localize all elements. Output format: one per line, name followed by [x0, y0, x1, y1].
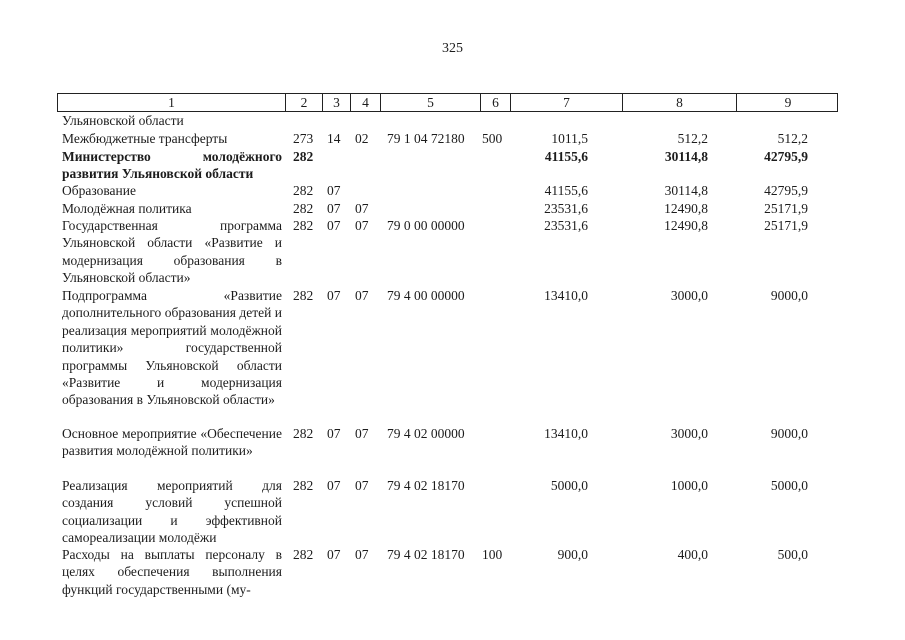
row-section-code: 07 [327, 547, 341, 562]
row-value-col8: 3000,0 [670, 288, 708, 303]
row-value-col7: 5000,0 [550, 478, 588, 493]
row-target-code: 79 4 02 00000 [387, 426, 465, 441]
row-value-col9: 9000,0 [770, 288, 808, 303]
row-name: Министерство молодёжного развития Ульяновской области [62, 149, 282, 182]
row-section-code: 14 [327, 131, 341, 146]
row-ministry-code: 282 [293, 288, 314, 303]
row-value-col8: 12490,8 [664, 201, 708, 216]
row-subsection-code: 07 [355, 288, 369, 303]
row-value-col8: 30114,8 [664, 183, 708, 198]
row-value-col7: 13410,0 [544, 288, 588, 303]
row-subsection-code: 07 [355, 478, 369, 493]
header-col-8: 8 [622, 94, 736, 111]
row-value-col7: 23531,6 [544, 218, 588, 233]
row-subsection-code: 07 [355, 218, 369, 233]
row-target-code: 79 4 02 18170 [387, 478, 465, 493]
row-value-col8: 1000,0 [670, 478, 708, 493]
header-col-2: 2 [285, 94, 322, 111]
row-subsection-code: 07 [355, 426, 369, 441]
row-expense-type: 500 [482, 131, 503, 146]
row-value-col9: 512,2 [777, 131, 808, 146]
header-col-5: 5 [380, 94, 480, 111]
page-number: 325 [442, 41, 463, 56]
row-target-code: 79 0 00 00000 [387, 218, 465, 233]
row-ministry-code: 282 [293, 218, 314, 233]
row-name: Расходы на выплаты персоналу в целях обеспечения выполнения функций государственными (му- [62, 547, 282, 597]
row-expense-type: 100 [482, 547, 503, 562]
row-name: Молодёжная политика [62, 201, 192, 216]
row-ministry-code: 273 [293, 131, 314, 146]
row-target-code: 79 4 00 00000 [387, 288, 465, 303]
header-col-3: 3 [322, 94, 350, 111]
row-section-code: 07 [327, 201, 341, 216]
row-value-col7: 13410,0 [544, 426, 588, 441]
row-value-col7: 23531,6 [544, 201, 588, 216]
row-ministry-code: 282 [293, 547, 314, 562]
row-value-col8: 12490,8 [664, 218, 708, 233]
header-col-4: 4 [350, 94, 380, 111]
row-name: Межбюджетные трансферты [62, 131, 228, 146]
row-ministry-code: 282 [293, 183, 314, 198]
row-subsection-code: 02 [355, 131, 369, 146]
row-section-code: 07 [327, 478, 341, 493]
row-ministry-code: 282 [293, 478, 314, 493]
row-value-col7: 1011,5 [551, 131, 588, 146]
row-value-col7: 41155,6 [544, 149, 588, 164]
row-value-col7: 41155,6 [544, 183, 588, 198]
row-target-code: 79 1 04 72180 [387, 131, 465, 146]
row-section-code: 07 [327, 426, 341, 441]
row-value-col9: 42795,9 [764, 149, 808, 164]
row-ministry-code: 282 [293, 149, 314, 164]
row-name: Государственная программа Ульяновской области «Развитие и модернизация образования в Ульяновской области» [62, 218, 282, 286]
header-col-6: 6 [480, 94, 510, 111]
row-name: Реализация мероприятий для создания условий успешной социализации и эффективной самореализации молодёжи [62, 478, 282, 546]
header-col-7: 7 [510, 94, 622, 111]
row-subsection-code: 07 [355, 547, 369, 562]
row-value-col8: 30114,8 [664, 149, 708, 164]
row-value-col7: 900,0 [557, 547, 588, 562]
row-value-col9: 25171,9 [764, 201, 808, 216]
row-section-code: 07 [327, 288, 341, 303]
table-header [57, 93, 838, 112]
row-section-code: 07 [327, 183, 341, 198]
row-value-col9: 5000,0 [770, 478, 808, 493]
header-col-9: 9 [736, 94, 839, 111]
row-subsection-code: 07 [355, 201, 369, 216]
row-section-code: 07 [327, 218, 341, 233]
row-value-col8: 3000,0 [670, 426, 708, 441]
row-name: Образование [62, 183, 136, 198]
row-name: Подпрограмма «Развитие дополнительного образования детей и реализация мероприятий молодёжной политики» государственной программы Ульяновской области «Развитие и модернизация образования в Ульяновской области» [62, 288, 282, 408]
row-ministry-code: 282 [293, 426, 314, 441]
row-name: Основное мероприятие «Обеспечение развития молодёжной политики» [62, 426, 282, 459]
row-value-col8: 400,0 [677, 547, 708, 562]
row-ministry-code: 282 [293, 201, 314, 216]
header-col-1: 1 [168, 95, 175, 110]
row-value-col9: 25171,9 [764, 218, 808, 233]
row-value-col8: 512,2 [677, 131, 708, 146]
row-value-col9: 9000,0 [770, 426, 808, 441]
row-value-col9: 500,0 [777, 547, 808, 562]
row-target-code: 79 4 02 18170 [387, 547, 465, 562]
row-value-col9: 42795,9 [764, 183, 808, 198]
row-name: Ульяновской области [62, 113, 184, 128]
